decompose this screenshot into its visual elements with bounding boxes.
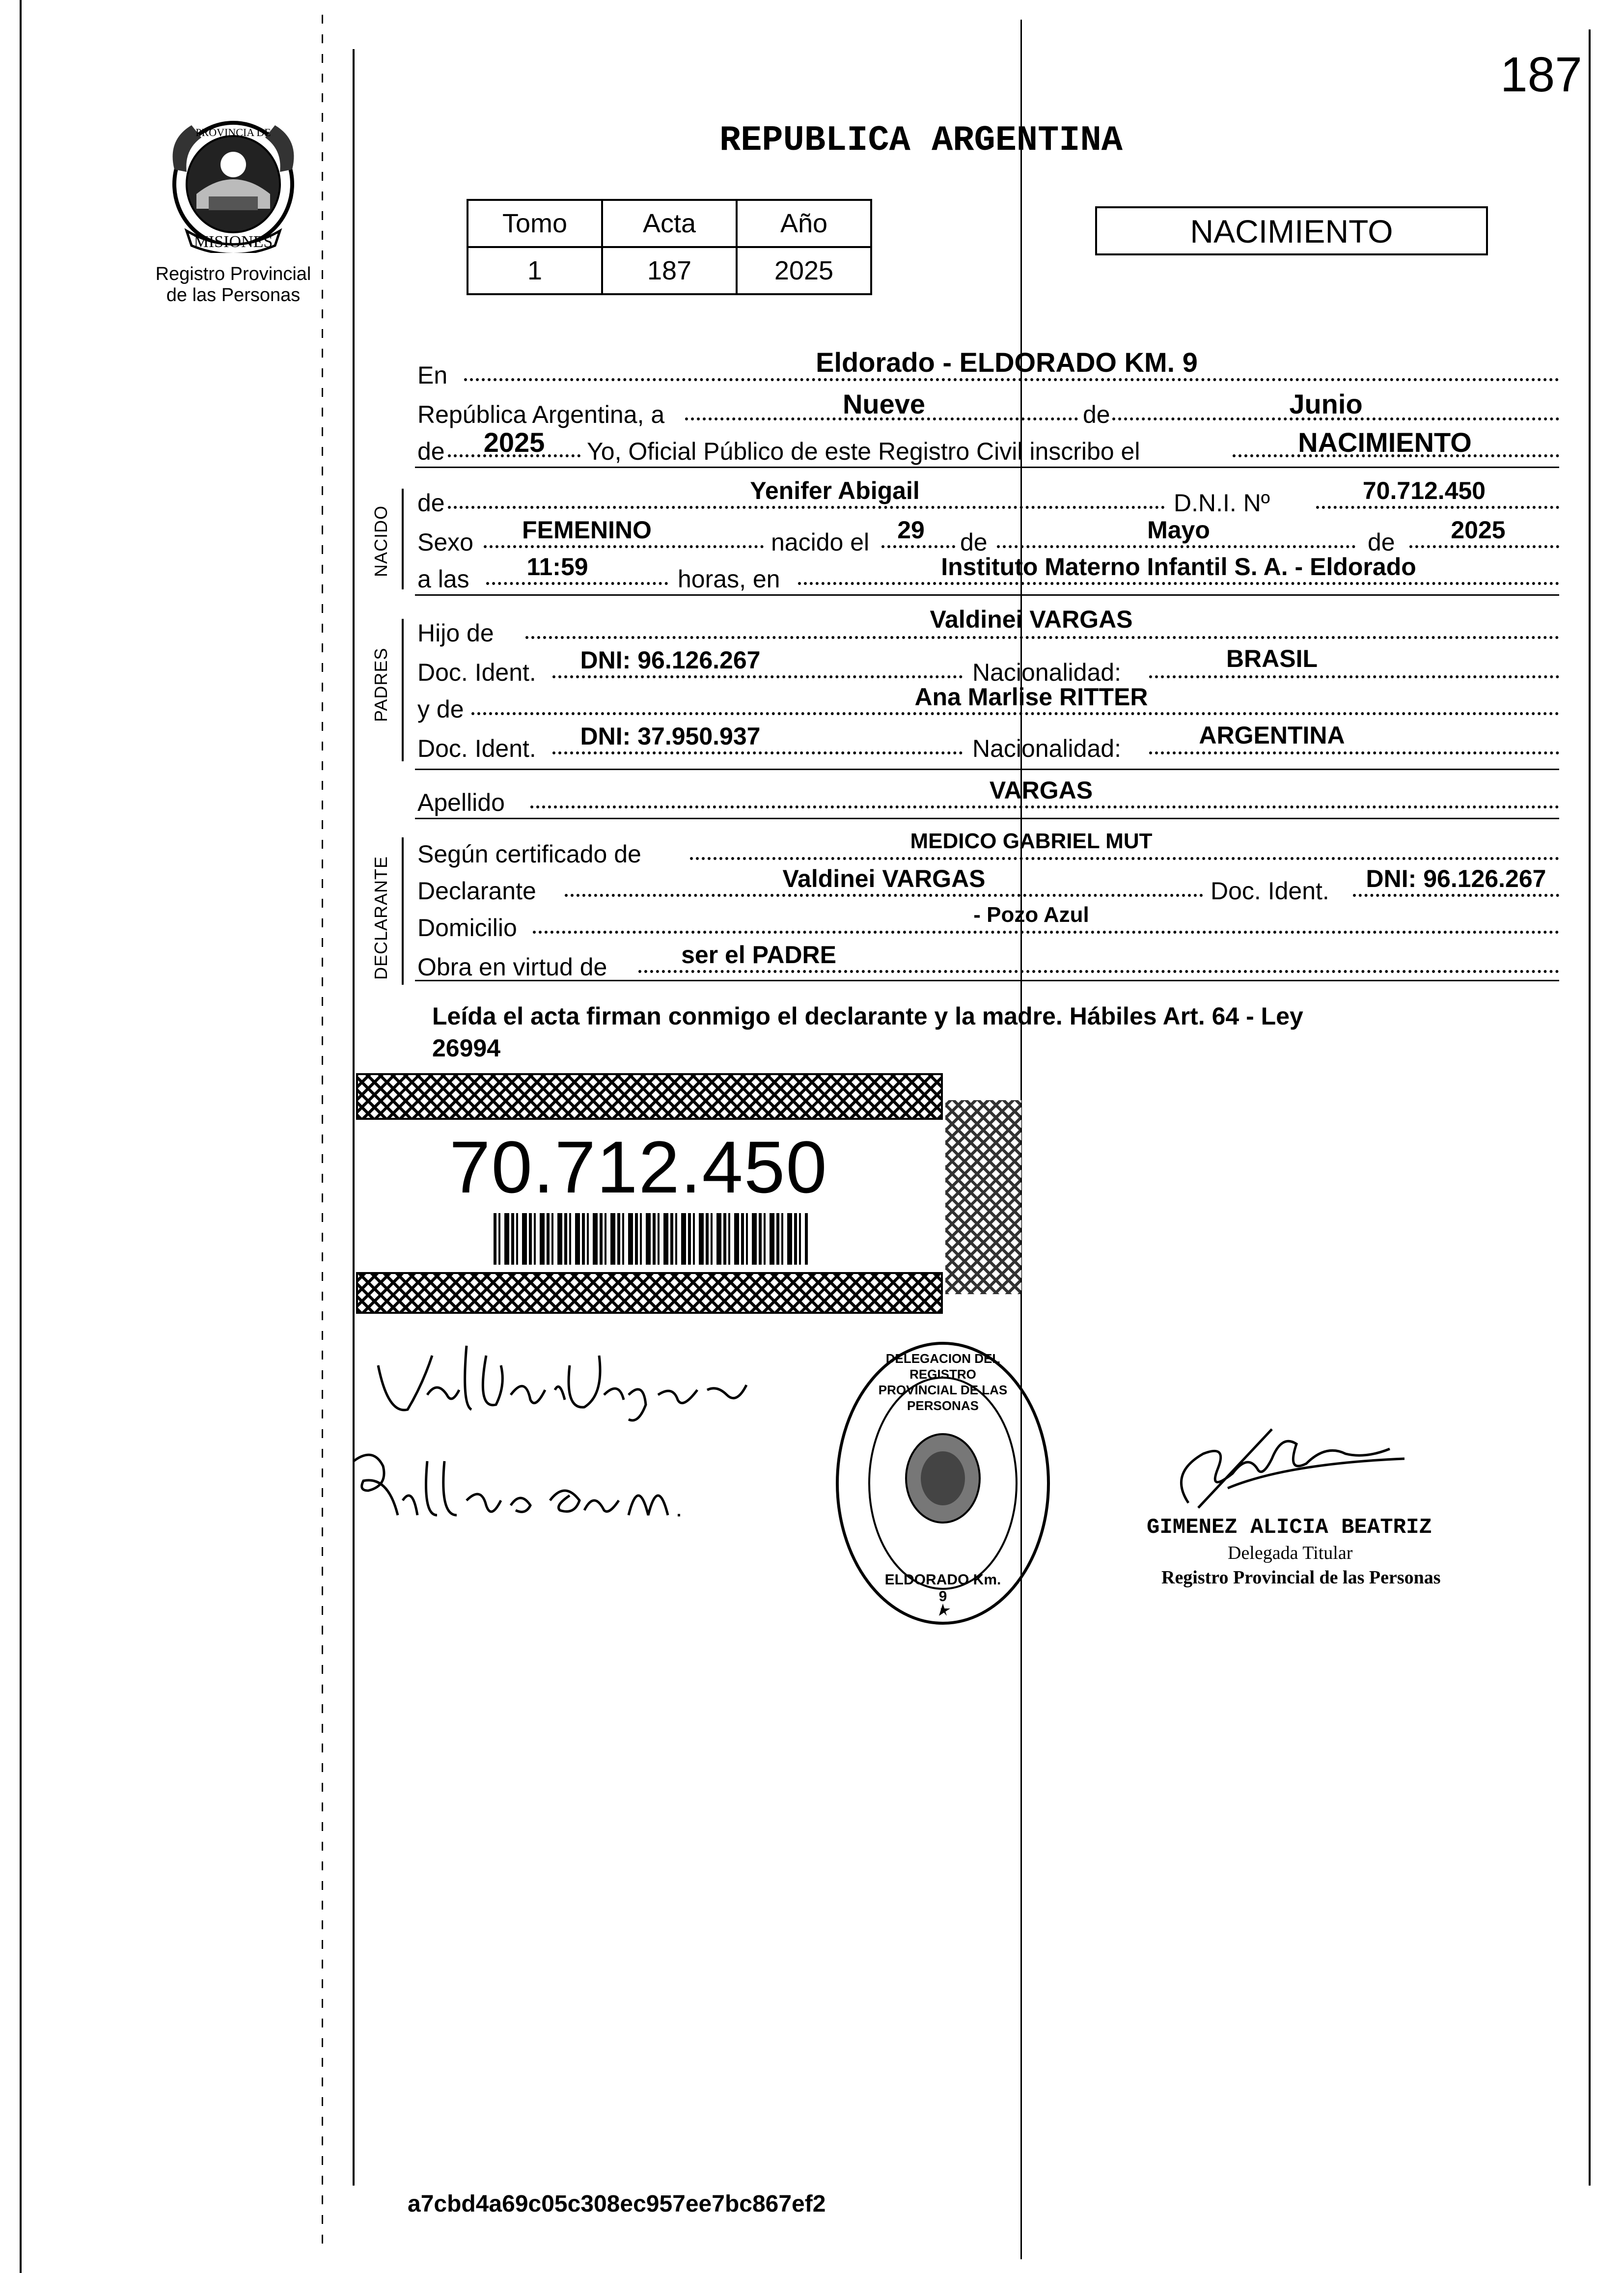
- margin-line: [353, 49, 355, 2186]
- child-dni-value: 70.712.450: [1362, 477, 1486, 504]
- nacido-de-label: de: [417, 489, 445, 517]
- padres-section-label: PADRES: [371, 647, 391, 722]
- birth-year-value: 2025: [1451, 516, 1506, 544]
- birth-place-value: Instituto Materno Infantil S. A. - Eldorado: [941, 553, 1416, 581]
- obra-label: Obra en virtud de: [417, 953, 607, 981]
- declarant-doc-value: DNI: 96.126.267: [1366, 865, 1546, 892]
- declarante-label: Declarante: [417, 877, 536, 905]
- dotted-line: [484, 545, 764, 548]
- day-value: Nueve: [842, 388, 926, 419]
- mother-doc-value: DNI: 37.950.937: [580, 722, 761, 750]
- dotted-line: [565, 894, 1203, 897]
- closing-line-1: Leída el acta firman conmigo el declarante y la madre. Hábiles Art. 64 - Ley: [432, 1002, 1303, 1030]
- dotted-line: [1409, 545, 1559, 548]
- table-header-acta: Acta: [602, 200, 737, 247]
- en-label: En: [417, 361, 448, 389]
- nacionalidad-label: Nacionalidad:: [972, 735, 1121, 762]
- padres-sidebar: [402, 619, 404, 761]
- table-header-tomo: Tomo: [468, 200, 602, 247]
- time-value: 11:59: [526, 553, 588, 581]
- separator-line: [415, 980, 1559, 981]
- hijo-label: Hijo de: [417, 619, 494, 647]
- horas-label: horas, en: [678, 565, 780, 593]
- de-label: de: [1368, 528, 1395, 556]
- page-number: 187: [1500, 47, 1582, 102]
- dotted-line: [530, 805, 1559, 808]
- sticker-pattern-bottom: [356, 1272, 943, 1314]
- reason-value: ser el PADRE: [681, 941, 836, 969]
- binding-dash-line: [322, 15, 323, 2254]
- doc-label: Doc. Ident.: [417, 659, 536, 686]
- mother-nationality-value: ARGENTINA: [1199, 721, 1345, 749]
- apellido-label: Apellido: [417, 789, 505, 816]
- dotted-line: [1316, 506, 1559, 509]
- father-nationality-value: BRASIL: [1226, 645, 1318, 672]
- doc-label: Doc. Ident.: [1211, 877, 1329, 905]
- barcode-number: 70.712.450: [449, 1126, 828, 1208]
- country-title: REPUBLICA ARGENTINA: [719, 120, 1123, 161]
- oficial-text: Yo, Oficial Público de este Registro Civil inscribo el: [587, 438, 1140, 465]
- dotted-line: [881, 545, 955, 548]
- dotted-line: [552, 675, 963, 678]
- year-value: 2025: [483, 427, 545, 458]
- domicile-value: - Pozo Azul: [973, 903, 1089, 927]
- dotted-line: [798, 582, 1559, 585]
- domicilio-label: Domicilio: [417, 914, 517, 942]
- de-label: de: [1083, 401, 1110, 428]
- official-name: GIMENEZ ALICIA BEATRIZ: [1147, 1515, 1432, 1540]
- de-label: de: [960, 528, 988, 556]
- dotted-line: [464, 378, 1559, 381]
- right-border-line: [1589, 29, 1591, 2186]
- sexo-label: Sexo: [417, 528, 473, 556]
- a-las-label: a las: [417, 565, 469, 593]
- month-value: Junio: [1289, 388, 1363, 419]
- mother-name-value: Ana Marlise RITTER: [914, 683, 1148, 711]
- dotted-line: [638, 970, 1559, 973]
- de-label: de: [417, 438, 445, 465]
- nacido-section-label: NACIDO: [371, 505, 391, 577]
- official-role: Delegada Titular: [1228, 1543, 1353, 1563]
- father-doc-value: DNI: 96.126.267: [580, 646, 761, 674]
- birth-month-value: Mayo: [1147, 516, 1210, 544]
- dotted-line: [486, 582, 668, 585]
- certificado-label: Según certificado de: [417, 840, 641, 868]
- separator-line: [415, 467, 1559, 468]
- province-logo: [157, 111, 309, 253]
- y-de-label: y de: [417, 695, 464, 723]
- dotted-line: [1149, 675, 1559, 678]
- seal-ring-text: DELEGACION DEL REGISTRO PROVINCIAL DE LAS PERSONAS: [878, 1351, 1008, 1413]
- nacido-sidebar: [402, 489, 404, 589]
- dotted-line: [533, 931, 1559, 934]
- act-type-box: NACIMIENTO: [1095, 206, 1488, 255]
- certificate-value: MEDICO GABRIEL MUT: [910, 829, 1153, 853]
- svg-text:PROVINCIA DE: PROVINCIA DE: [195, 126, 271, 139]
- apellido-value: VARGAS: [989, 776, 1093, 804]
- dotted-line: [690, 857, 1559, 860]
- document-hash: a7cbd4a69c05c308ec957ee7bc867ef2: [408, 2191, 826, 2217]
- table-value-ano: 2025: [737, 247, 871, 294]
- declarante-section-label: DECLARANTE: [371, 856, 391, 980]
- dotted-line: [1149, 751, 1559, 754]
- republica-label: República Argentina, a: [417, 401, 665, 428]
- registry-line-2: de las Personas: [166, 285, 301, 305]
- closing-line-2: 26994: [432, 1034, 501, 1062]
- act-inscribed-value: NACIMIENTO: [1298, 427, 1472, 458]
- barcode-bars: [494, 1213, 808, 1265]
- dotted-line: [525, 636, 1559, 639]
- separator-line: [415, 769, 1559, 770]
- table-value-tomo: 1: [468, 247, 602, 294]
- table-header-ano: Año: [737, 200, 871, 247]
- place-value: Eldorado - ELDORADO KM. 9: [816, 347, 1198, 378]
- mother-signature: [344, 1446, 688, 1532]
- separator-line: [415, 818, 1559, 819]
- declarant-name-value: Valdinei VARGAS: [782, 865, 986, 892]
- dotted-line: [552, 751, 963, 754]
- record-table: [467, 199, 872, 295]
- nacionalidad-label: Nacionalidad:: [972, 659, 1121, 686]
- registry-seal: [830, 1336, 1056, 1635]
- dotted-line: [1353, 894, 1559, 897]
- dotted-line: [471, 712, 1559, 715]
- sticker-pattern-top: [356, 1073, 943, 1120]
- svg-text:MISIONES: MISIONES: [193, 233, 273, 251]
- seal-bottom-text: ELDORADO Km. 9: [884, 1572, 1001, 1605]
- official-org: Registro Provincial de las Personas: [1161, 1567, 1441, 1588]
- dotted-line: [448, 506, 1165, 509]
- nacido-el-label: nacido el: [771, 528, 870, 556]
- declarant-signature: [373, 1336, 766, 1427]
- dni-label: D.N.I. Nº: [1174, 489, 1270, 517]
- dotted-line: [997, 545, 1355, 548]
- declarante-sidebar: [402, 837, 404, 985]
- official-signature: [1159, 1414, 1414, 1515]
- father-name-value: Valdinei VARGAS: [930, 606, 1133, 633]
- doc-label: Doc. Ident.: [417, 735, 536, 762]
- child-name-value: Yenifer Abigail: [750, 477, 920, 504]
- table-value-acta: 187: [602, 247, 737, 294]
- left-border-line: [20, 0, 22, 2273]
- separator-line: [415, 594, 1559, 596]
- birth-day-value: 29: [897, 516, 925, 544]
- security-pattern-strip: [945, 1100, 1021, 1294]
- sex-value: FEMENINO: [522, 516, 652, 544]
- registry-line-1: Registro Provincial: [155, 264, 311, 284]
